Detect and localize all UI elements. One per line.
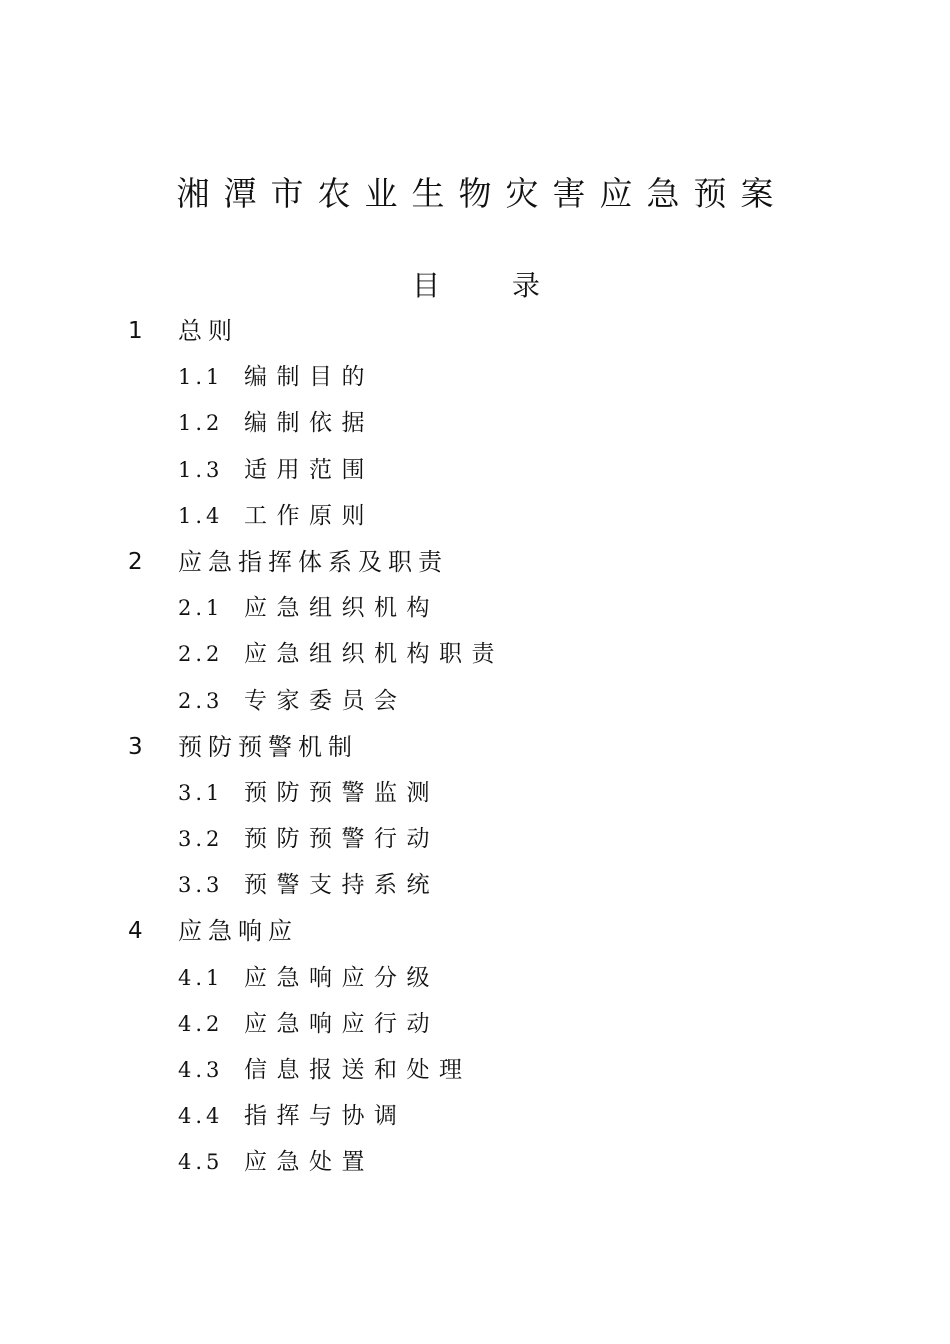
toc-item-label: 工作原则 xyxy=(244,502,374,529)
toc-item-2-1[interactable] xyxy=(0,585,950,631)
toc-item-label: 应急组织机构 xyxy=(244,595,439,622)
toc-item-3-3[interactable] xyxy=(0,862,950,908)
toc-item-number: 2.1 xyxy=(178,596,224,621)
toc-section-number: 2 xyxy=(128,548,143,575)
toc-section-label: 总则 xyxy=(178,317,238,345)
toc-item-label: 适用范围 xyxy=(244,456,374,483)
toc-item-number: 1.3 xyxy=(178,457,224,482)
toc-item-number: 3.3 xyxy=(178,873,224,898)
toc-section-1[interactable] xyxy=(0,308,950,354)
toc-section-number: 4 xyxy=(128,918,143,945)
toc-heading-char-1: 目 xyxy=(412,269,441,302)
toc-section-label: 应急指挥体系及职责 xyxy=(178,547,448,576)
toc-item-label: 指挥与协调 xyxy=(244,1103,407,1130)
toc-item-label: 应急响应分级 xyxy=(244,964,439,991)
toc-item-4-4[interactable] xyxy=(0,1093,950,1139)
toc-item-label: 专家委员会 xyxy=(244,687,407,714)
toc-item-number: 4.5 xyxy=(178,1150,224,1175)
toc-item-label: 预警支持系统 xyxy=(244,872,439,899)
table-of-contents xyxy=(0,308,950,1186)
toc-section-2[interactable] xyxy=(0,539,950,585)
toc-item-number: 1.2 xyxy=(178,411,224,436)
toc-item-2-2[interactable] xyxy=(0,631,950,677)
toc-item-label: 预防预警监测 xyxy=(244,779,439,806)
toc-item-number: 3.2 xyxy=(178,827,224,852)
toc-item-label: 应急处置 xyxy=(244,1149,374,1176)
toc-item-4-2[interactable] xyxy=(0,1001,950,1047)
toc-section-3[interactable] xyxy=(0,724,950,770)
toc-section-number: 3 xyxy=(128,733,143,760)
toc-item-label: 预防预警行动 xyxy=(244,826,439,853)
toc-item-label: 编制目的 xyxy=(244,364,374,391)
toc-item-label: 编制依据 xyxy=(244,410,374,437)
toc-item-number: 4.4 xyxy=(178,1104,224,1129)
toc-item-3-2[interactable] xyxy=(0,816,950,862)
toc-item-number: 4.3 xyxy=(178,1058,224,1082)
toc-heading-char-2: 录 xyxy=(512,269,541,302)
document-title: 湘潭市农业生物灾害应急预案 xyxy=(176,174,788,213)
toc-section-number: 1 xyxy=(128,318,143,344)
toc-item-4-5[interactable] xyxy=(0,1139,950,1185)
toc-section-label: 应急响应 xyxy=(178,917,298,946)
toc-item-3-1[interactable] xyxy=(0,770,950,816)
toc-item-number: 2.2 xyxy=(178,642,224,667)
toc-section-4[interactable] xyxy=(0,908,950,954)
toc-item-number: 4.1 xyxy=(178,965,224,990)
toc-item-1-1[interactable] xyxy=(0,354,950,400)
toc-item-number: 2.3 xyxy=(178,688,224,713)
toc-item-1-3[interactable] xyxy=(0,447,950,493)
toc-item-number: 1.4 xyxy=(178,503,224,528)
toc-item-2-3[interactable] xyxy=(0,678,950,724)
toc-item-4-1[interactable] xyxy=(0,955,950,1001)
toc-item-number: 3.1 xyxy=(178,780,224,805)
toc-item-label: 应急响应行动 xyxy=(244,1010,439,1037)
toc-item-label: 应急组织机构职责 xyxy=(244,641,504,668)
toc-item-number: 1.1 xyxy=(178,365,224,390)
toc-item-1-2[interactable] xyxy=(0,400,950,446)
toc-item-label: 信息报送和处理 xyxy=(244,1057,472,1083)
toc-item-1-4[interactable] xyxy=(0,493,950,539)
toc-item-4-3[interactable] xyxy=(0,1047,950,1093)
toc-item-number: 4.2 xyxy=(178,1011,224,1036)
toc-section-label: 预防预警机制 xyxy=(178,732,358,761)
